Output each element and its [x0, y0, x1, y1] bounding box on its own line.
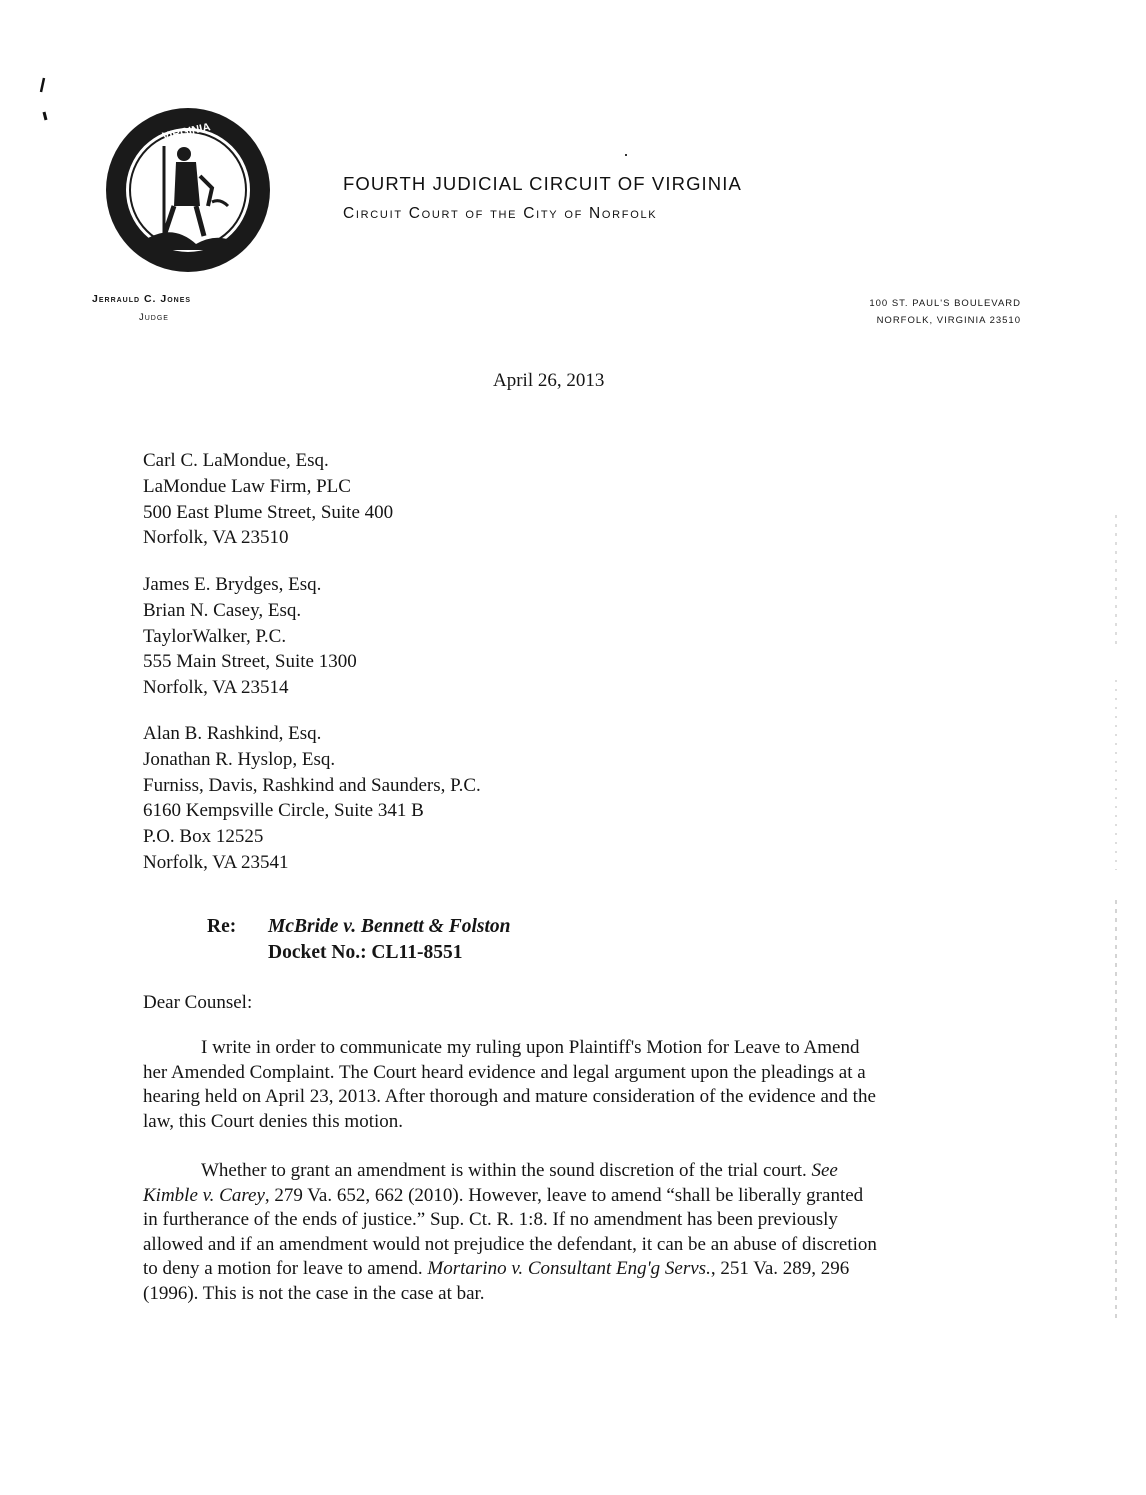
judge-title: Judge: [139, 312, 169, 323]
recipient-line: Alan B. Rashkind, Esq.: [143, 723, 322, 744]
address-line: NORFOLK, VIRGINIA 23510: [876, 315, 1021, 326]
recipient-line: Brian N. Casey, Esq.: [143, 599, 302, 621]
seal-text: VIRGINIA: [161, 121, 212, 144]
recipient-line: Jonathan R. Hyslop, Esq.: [143, 748, 336, 770]
case-name: McBride v. Bennett & Folston: [268, 916, 511, 937]
recipient-line: TaylorWalker, P.C.: [143, 625, 287, 647]
paragraph-line: allowed and if an amendment would not prejudice the defendant, it can be an abuse of discretion: [143, 1233, 877, 1255]
paragraph-text: to deny a motion for leave to amend.: [143, 1258, 428, 1279]
recipient-line: P.O. Box 12525: [143, 826, 264, 848]
paragraph-text: , 251 Va. 289, 296: [710, 1258, 850, 1279]
recipient-line: 6160 Kempsville Circle, Suite 341 B: [143, 800, 424, 822]
recipient-line: Norfolk, VA 23541: [143, 851, 289, 873]
recipient-line: Furniss, Davis, Rashkind and Saunders, P.C.: [143, 774, 481, 796]
citation-signal: See: [811, 1160, 838, 1181]
paragraph-line: I write in order to communicate my ruling upon Plaintiff's Motion for Leave to Amend: [201, 1037, 860, 1058]
paragraph-line: in furtherance of the ends of justice.” Sup. Ct. R. 1:8. If no amendment has been previously: [143, 1209, 838, 1230]
recipient-line: 500 East Plume Street, Suite 400: [143, 501, 394, 523]
recipient-block: [143, 572, 357, 701]
paragraph-text: Whether to grant an amendment is within the sound discretion of the trial court.: [201, 1160, 812, 1181]
recipient-block: [143, 721, 481, 876]
recipient-line: LaMondue Law Firm, PLC: [143, 475, 351, 497]
virginia-seal-logo: [104, 106, 272, 274]
case-citation: Mortarino v. Consultant Eng'g Servs.: [427, 1258, 711, 1279]
recipient-line: Norfolk, VA 23514: [143, 677, 289, 699]
letter-date: April 26, 2013: [493, 370, 605, 391]
recipient-line: James E. Brydges, Esq.: [143, 574, 322, 595]
recipient-block: [143, 448, 393, 551]
recipient-line: Carl C. LaMondue, Esq.: [143, 450, 329, 471]
docket-number: Docket No.: CL11-8551: [268, 942, 463, 963]
case-citation: Kimble v. Carey: [143, 1184, 265, 1206]
paragraph-text: , 279 Va. 652, 662 (2010). However, leave to amend “shall be liberally granted: [264, 1184, 864, 1206]
body-paragraph: [143, 1159, 973, 1306]
court-subtitle: Circuit Court of the City of Norfolk: [343, 205, 658, 222]
recipient-line: 555 Main Street, Suite 1300: [143, 651, 357, 673]
paragraph-line: law, this Court denies this motion.: [143, 1110, 404, 1132]
paragraph-line: her Amended Complaint. The Court heard evidence and legal argument upon the pleadings at a: [143, 1061, 866, 1083]
paragraph-line: [143, 1184, 973, 1209]
court-title: FOURTH JUDICIAL CIRCUIT OF VIRGINIA: [343, 173, 742, 194]
salutation: Dear Counsel:: [143, 992, 253, 1013]
court-address: [869, 295, 1021, 329]
paragraph-line: (1996). This is not the case in the case at bar.: [143, 1282, 485, 1304]
paragraph-line: hearing held on April 23, 2013. After thorough and mature consideration of the evidence and the: [143, 1086, 876, 1107]
address-line: 100 ST. PAUL'S BOULEVARD: [869, 298, 1021, 309]
reference-label: Re:: [207, 916, 237, 937]
paragraph-line: [143, 1159, 973, 1184]
paragraph-line: [143, 1257, 973, 1282]
body-paragraph: [143, 1036, 973, 1134]
judge-name: Jerrauld C. Jones: [92, 293, 192, 305]
recipient-line: Norfolk, VA 23510: [143, 527, 289, 549]
